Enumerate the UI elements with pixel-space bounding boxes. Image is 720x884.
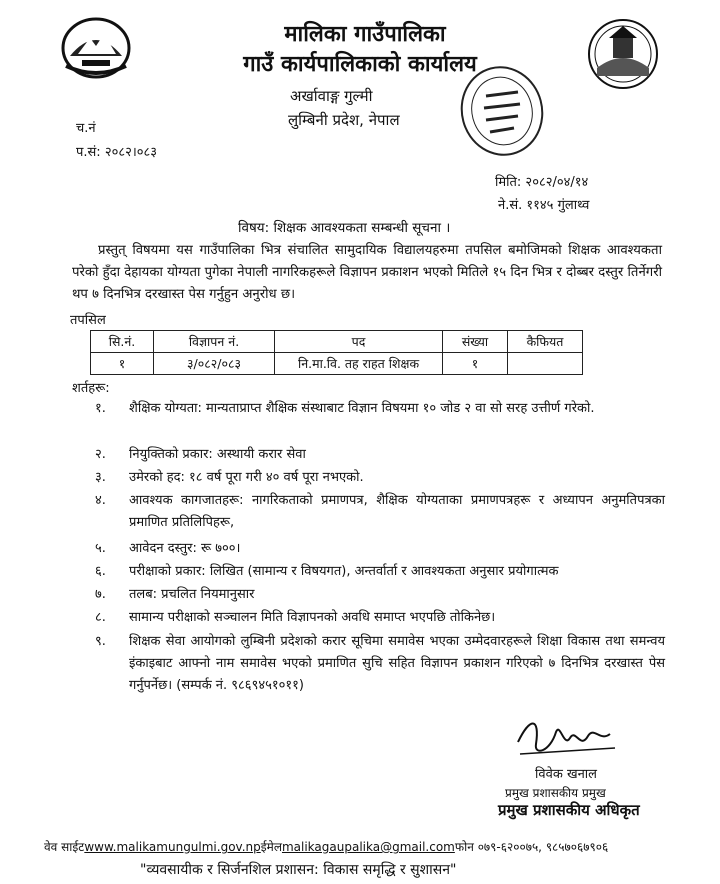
condition-text: शैक्षिक योग्यता: मान्यताप्राप्त शैक्षिक संस्थाबाट विज्ञान विषयमा १० जोड २ वा सो सरह उत्तीर्ण गरेको. <box>129 401 595 416</box>
table-cell: ३/०८२/०८३ <box>154 353 275 375</box>
palika-logo <box>585 18 661 90</box>
header-location: अर्खावाङ्ग गुल्मी <box>290 87 373 105</box>
header-province: लुम्बिनी प्रदेश, नेपाल <box>288 111 400 129</box>
condition-item <box>95 631 665 697</box>
condition-item <box>95 444 665 466</box>
condition-text: शिक्षक सेवा आयोगको लुम्बिनी प्रदेशको करार सूचिमा समावेस भएका उम्मेदवारहरूले शिक्षा विकास तथा समन्वय इंकाइबाट आफ्नो नाम समावेस भएको प्रमाणित सुचि सहित विज्ञापन प्रकाशन गरिएको ७ दिनभित्र दरखास्त पेस गर्नुपर्नेछ। (सम्पर्क नं. ९८६९४५१०११) <box>129 634 665 693</box>
date-nepal-sambat: ने.सं. ११४५ गुंलाथ्व <box>498 198 590 213</box>
condition-item <box>95 561 665 583</box>
condition-number: ३. <box>95 470 106 485</box>
condition-number: ५. <box>95 541 106 556</box>
condition-text: तलब: प्रचलित नियमानुसार <box>129 587 255 602</box>
table-header-row <box>91 331 583 353</box>
condition-item <box>95 398 665 420</box>
table-cell: १ <box>443 353 508 375</box>
condition-text: आवश्यक कागजातहरू: नागरिकताको प्रमाणपत्र, शैक्षिक योग्यताका प्रमाणपत्रहरू र अध्यापन अनुमतिपत्रका प्रमाणित प्रतिलिपिहरू, <box>129 493 665 530</box>
condition-text: उमेरको हद: १८ वर्ष पूरा गरी ४० वर्ष पूरा नभएको. <box>129 470 364 485</box>
cha-no: च.नं <box>76 121 96 136</box>
pa-sa-no: प.सं: २०८२।०८३ <box>76 145 158 160</box>
condition-text: परीक्षाको प्रकार: लिखित (सामान्य र विषयगत), अन्तर्वार्ता र आवश्यकता अनुसार प्रयोगात्मक <box>129 564 559 579</box>
tapasil-label: तपसिल <box>70 313 106 328</box>
table-header: संख्या <box>443 331 508 353</box>
web-label: वेव साईट <box>44 840 85 854</box>
table-header: विज्ञापन नं. <box>154 331 275 353</box>
notice-body: प्रस्तुत् विषयमा यस गाउँपालिका भित्र संचालित सामुदायिक विद्यालयहरुमा तपसिल बमोजिमको शिक्षक आवश्यकता परेको हुँदा देहायका योग्यता पुगेका नेपाली नागरिकहरूले विज्ञापन प्रकाशन भएको मितिले १५ दिन भित्र र दोब्बर दस्तुर तिर्नेगरी थप ७ दिनभित्र दरखास्त पेस गर्नुहुन अनुरोध छ। <box>72 243 662 302</box>
condition-number: ८. <box>95 610 106 625</box>
email-link[interactable]: malikagaupalika@gmail.com <box>281 840 455 854</box>
table-header: सि.नं. <box>91 331 154 353</box>
date-miti: मिति: २०८२/०४/१४ <box>495 175 589 190</box>
condition-item <box>95 538 665 560</box>
condition-number: ९. <box>95 634 106 649</box>
footer-slogan: "व्यवसायीक र सिर्जनशिल प्रशासन: विकास समृद्धि र सुशासन" <box>140 862 457 878</box>
condition-number: ६. <box>95 564 106 579</box>
condition-item <box>95 607 665 629</box>
nepal-emblem-logo <box>60 16 132 80</box>
header-office-name: गाउँ कार्यपालिकाको कार्यालय <box>243 52 477 77</box>
condition-text: सामान्य परीक्षाको सञ्चालन मिति विज्ञापनको अवधि समाप्त भएपछि तोकिनेछ। <box>129 610 496 625</box>
condition-number: २. <box>95 447 106 462</box>
website-link[interactable]: www.malikamungulmi.gov.np <box>84 840 261 854</box>
condition-item <box>95 584 665 606</box>
conditions-label: शर्तहरू: <box>72 381 110 396</box>
header-palika-name: मालिका गाउँपालिका <box>284 22 446 47</box>
condition-number: ७. <box>95 587 106 602</box>
office-stamp <box>458 62 546 160</box>
condition-text: नियुक्तिको प्रकार: अस्थायी करार सेवा <box>129 447 306 462</box>
condition-text: आवेदन दस्तुर: रू ७००। <box>129 541 241 556</box>
table-header: पद <box>275 331 443 353</box>
table-cell: नि.मा.वि. तह राहत शिक्षक <box>275 353 443 375</box>
email-label: ईमेल <box>260 840 282 854</box>
condition-item <box>95 490 665 534</box>
table-row <box>91 353 583 375</box>
condition-item <box>95 467 665 489</box>
table-cell <box>508 353 583 375</box>
vacancy-table <box>90 330 583 375</box>
signatory-title: प्रमुख प्रशासकीय प्रमुख <box>505 786 606 800</box>
footer-contact <box>44 838 608 855</box>
handwritten-signature <box>510 712 620 762</box>
phone-numbers: फोन ०७९-६२००७५, ९८५७०६७९०६ <box>454 840 609 854</box>
notice-subject: विषय: शिक्षक आवश्यकता सम्बन्धी सूचना । <box>238 220 451 236</box>
condition-number: १. <box>95 401 106 416</box>
table-cell: १ <box>91 353 154 375</box>
signatory-stamp-title: प्रमुख प्रशासकीय अधिकृत <box>498 801 640 819</box>
signatory-name: विवेक खनाल <box>535 767 597 782</box>
table-header: कैफियत <box>508 331 583 353</box>
condition-number: ४. <box>95 493 106 508</box>
